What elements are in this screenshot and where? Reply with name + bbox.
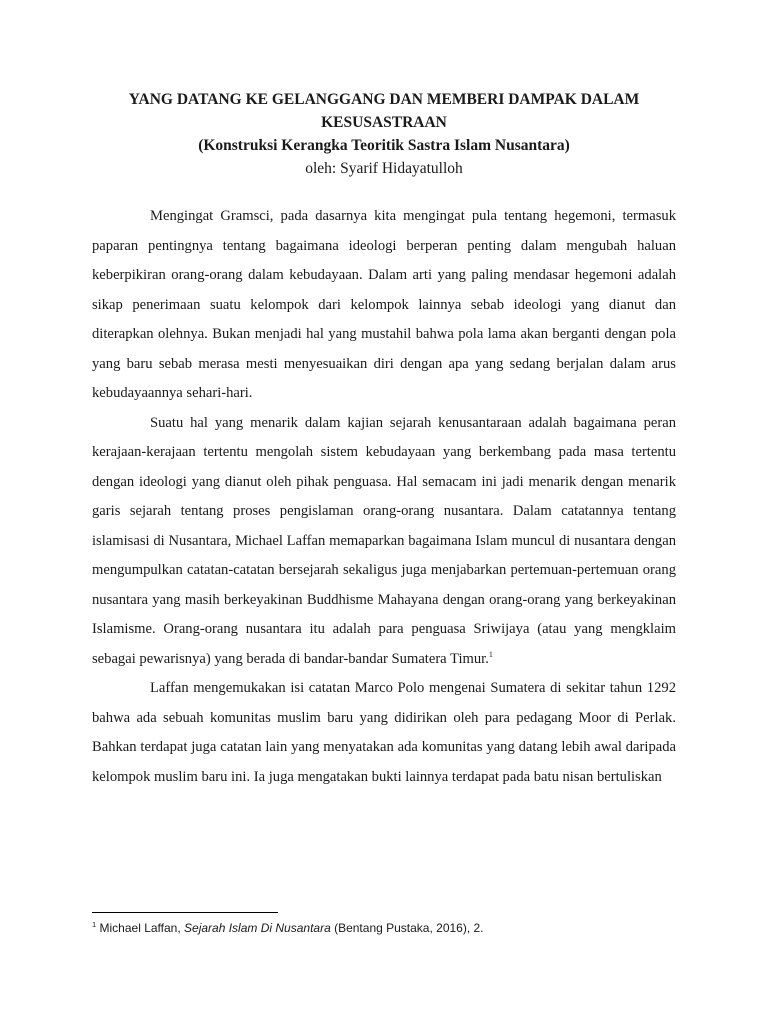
footnote-publication: (Bentang Pustaka, 2016), 2. bbox=[330, 921, 484, 935]
paragraph-1 bbox=[92, 202, 676, 409]
document-author: oleh: Syarif Hidayatulloh bbox=[305, 160, 463, 177]
paragraph-3 bbox=[92, 674, 676, 792]
footnote-number: 1 bbox=[92, 920, 97, 929]
title-block bbox=[92, 88, 676, 180]
footnote-book-title: Sejarah Islam Di Nusantara bbox=[184, 921, 331, 935]
footnote bbox=[92, 919, 676, 937]
paragraph-3-text: Laffan mengemukakan isi catatan Marco Polo mengenai Sumatera di sekitar tahun 1292 bahwa ada sebuah komunitas muslim baru yang didirikan oleh para pedagang Moor di Perlak. Bahkan terdapat juga catatan lain yang menyatakan ada komunitas yang datang lebih awal daripada kelompok muslim baru ini. Ia juga mengatakan bukti lainnya terdapat pada batu nisan bertuliskan bbox=[92, 680, 676, 785]
document-subtitle: (Konstruksi Kerangka Teoritik Sastra Islam Nusantara) bbox=[198, 137, 570, 154]
document-title-line-1: YANG DATANG KE GELANGGANG DAN MEMBERI DAMPAK DALAM bbox=[128, 91, 640, 108]
paragraph-2 bbox=[92, 409, 676, 675]
footnote-author: Michael Laffan, bbox=[96, 921, 185, 935]
body-text bbox=[92, 202, 676, 792]
footnote-reference[interactable]: 1 bbox=[488, 649, 493, 659]
document-title-line-2: KESUSASTRAAN bbox=[321, 114, 447, 131]
paragraph-1-text: Mengingat Gramsci, pada dasarnya kita mengingat pula tentang hegemoni, termasuk paparan pentingnya tentang bagaimana ideologi berperan penting dalam mengubah haluan keberpikiran orang-orang dalam kebudayaan. Dalam arti yang paling mendasar hegemoni adalah sikap penerimaan suatu kelompok dari kelompok lainnya sebab ideologi yang dianut dan diterapkan olehnya. Bukan menjadi hal yang mustahil bahwa pola lama akan berganti dengan pola yang baru sebab merasa mesti menyesuaikan diri dengan apa yang sedang berjalan dalam arus kebudayaannya sehari-hari. bbox=[92, 208, 676, 401]
paragraph-2-text: Suatu hal yang menarik dalam kajian sejarah kenusantaraan adalah bagaimana peran kerajaan-kerajaan tertentu mengolah sistem kebudayaan yang berkembang pada masa tertentu dengan ideologi yang dianut oleh pihak penguasa. Hal semacam ini jadi menarik dengan menarik garis sejarah tentang proses pengislaman orang-orang nusantara. Dalam catatannya tentang islamisasi di Nusantara, Michael Laffan memaparkan bagaimana Islam muncul di nusantara dengan mengumpulkan catatan-catatan bersejarah sekaligus juga menjabarkan pertemuan-pertemuan orang nusantara yang masih berkeyakinan Buddhisme Mahayana dengan orang-orang yang berkeyakinan Islamisme. Orang-orang nusantara itu adalah para penguasa Sriwijaya (atau yang mengklaim sebagai pewarisnya) yang berada di bandar-bandar Sumatera Timur. bbox=[92, 414, 676, 667]
footnote-separator bbox=[92, 912, 278, 913]
